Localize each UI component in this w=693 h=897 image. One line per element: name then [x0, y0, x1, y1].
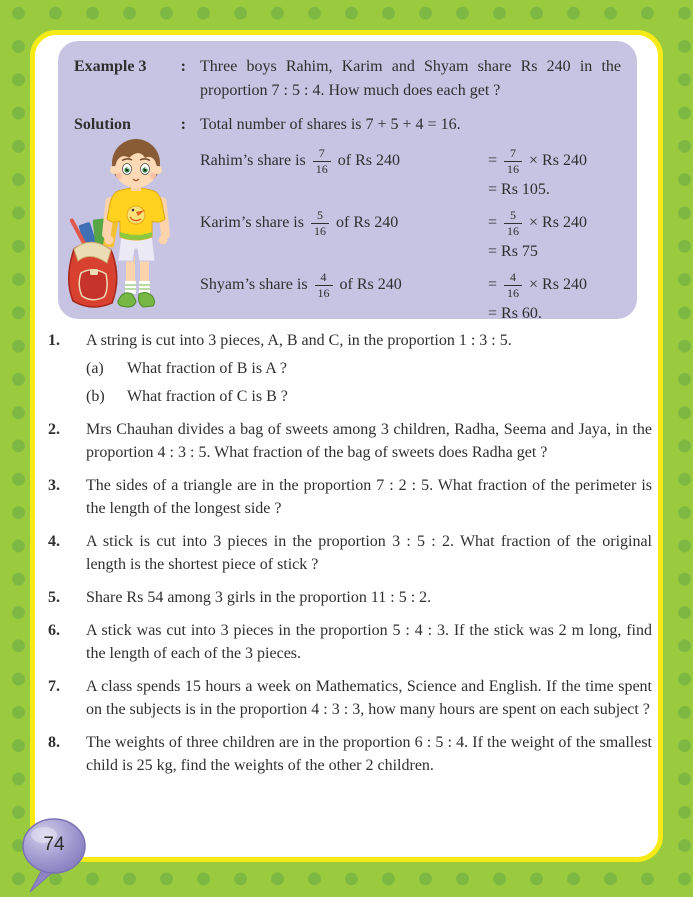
question-body [86, 329, 652, 408]
fraction-numerator: 7 [318, 146, 325, 160]
question-text: The weights of three children are in the proportion 6 : 5 : 4. If the weight of the smallest child is 25 kg, find the weights of the other 2 children. [86, 734, 652, 774]
shares-list [186, 147, 621, 326]
fraction [311, 209, 329, 237]
share-tail: of Rs 240 [339, 276, 402, 293]
fraction-denominator: 16 [504, 285, 522, 300]
share-row-rahim [200, 147, 621, 202]
equation-tail: × Rs 240 [529, 152, 587, 169]
fraction [313, 147, 331, 175]
fraction [315, 271, 333, 299]
fraction [504, 147, 522, 175]
solution-label-text: Solution [74, 116, 131, 133]
question-number: 1. [48, 332, 60, 349]
question-subitem-b [86, 385, 652, 408]
result-line: = Rs 105. [488, 181, 550, 198]
question-item-7 [40, 675, 652, 721]
equals-sign: = [488, 152, 498, 169]
fraction [504, 209, 522, 237]
share-lead: Karim’s share is [200, 214, 304, 231]
share-lead: Shyam’s share is [200, 276, 308, 293]
share-working [488, 271, 621, 326]
fraction-numerator: 7 [510, 146, 517, 160]
exercise-list [40, 329, 652, 777]
example-box [58, 41, 637, 322]
question-text: Share Rs 54 among 3 girls in the proportion 11 : 5 : 2. [86, 589, 432, 606]
question-number: 6. [48, 622, 60, 639]
fraction [504, 271, 522, 299]
solution-intro-text: Total number of shares is 7 + 5 + 4 = 16. [200, 116, 461, 133]
question-text: A class spends 15 hours a week on Mathematics, Science and English. If the time spent on the subjects is in the proportion 4 : 3 : 3, how many hours are spent on each subject ? [86, 678, 652, 718]
fraction-denominator: 16 [315, 285, 333, 300]
question-number: 7. [48, 678, 60, 695]
share-working [488, 209, 621, 264]
equation-line [488, 147, 621, 175]
share-statement [200, 271, 488, 299]
result-line: = Rs 75 [488, 243, 538, 260]
question-text: Mrs Chauhan divides a bag of sweets among 3 children, Radha, Seema and Jaya, in the proportion 4 : 3 : 5. What fraction of the bag of sweets does Radha get ? [86, 421, 652, 461]
fraction-denominator: 16 [504, 161, 522, 176]
question-item-5 [40, 586, 652, 609]
book-page [30, 30, 663, 862]
equation-tail: × Rs 240 [529, 214, 587, 231]
question-number: 4. [48, 533, 60, 550]
example-label-colon: : [180, 58, 186, 75]
subitem-label: (b) [86, 388, 105, 405]
question-text: A stick was cut into 3 pieces in the proportion 5 : 4 : 3. If the stick was 2 m long, find the length of each of the 3 pieces. [86, 622, 652, 662]
fraction-numerator: 4 [320, 270, 327, 284]
page-number-bubble [20, 816, 92, 894]
equation-tail: × Rs 240 [529, 276, 587, 293]
example-label-text: Example 3 [74, 58, 147, 75]
share-statement [200, 209, 488, 237]
solution-label-colon: : [180, 116, 186, 133]
example-label [74, 55, 186, 103]
fraction-denominator: 16 [504, 223, 522, 238]
question-number: 3. [48, 477, 60, 494]
fraction-numerator: 5 [510, 208, 517, 222]
equation-line [488, 209, 621, 237]
subitem-text: What fraction of B is A ? [127, 360, 287, 377]
share-tail: of Rs 240 [337, 152, 400, 169]
fraction-numerator: 4 [510, 270, 517, 284]
question-item-2 [40, 418, 652, 464]
share-working [488, 147, 621, 202]
equals-sign: = [488, 276, 498, 293]
example-problem-row [74, 55, 621, 103]
share-tail: of Rs 240 [335, 214, 399, 231]
boy-illustration [64, 131, 194, 311]
question-number: 5. [48, 589, 60, 606]
question-item-8 [40, 731, 652, 777]
question-subitem-a [86, 357, 652, 380]
equals-sign: = [488, 214, 498, 231]
result-line: = Rs 60. [488, 305, 542, 322]
question-number: 8. [48, 734, 60, 751]
question-item-1 [40, 329, 652, 408]
subitem-label: (a) [86, 360, 104, 377]
question-text: The sides of a triangle are in the proportion 7 : 2 : 5. What fraction of the perimeter is the length of the longest side ? [86, 477, 652, 517]
question-item-4 [40, 530, 652, 576]
fraction-denominator: 16 [311, 223, 329, 238]
question-item-6 [40, 619, 652, 665]
question-number: 2. [48, 421, 60, 438]
share-lead: Rahim’s share is [200, 152, 306, 169]
share-statement [200, 147, 488, 175]
question-text: A stick is cut into 3 pieces in the proportion 3 : 5 : 2. What fraction of the original length is the shortest piece of stick ? [86, 533, 652, 573]
example-problem-text: Three boys Rahim, Karim and Shyam share Rs 240 in the proportion 7 : 5 : 4. How much does each get ? [200, 58, 621, 99]
subitem-text: What fraction of C is B ? [127, 388, 288, 405]
equation-line [488, 271, 621, 299]
page-number: 74 [43, 834, 65, 855]
share-row-shyam [200, 271, 621, 326]
fraction-denominator: 16 [313, 161, 331, 176]
fraction-numerator: 5 [316, 208, 323, 222]
question-text: A string is cut into 3 pieces, A, B and C, in the proportion 1 : 3 : 5. [86, 332, 512, 349]
question-item-3 [40, 474, 652, 520]
share-row-karim [200, 209, 621, 264]
